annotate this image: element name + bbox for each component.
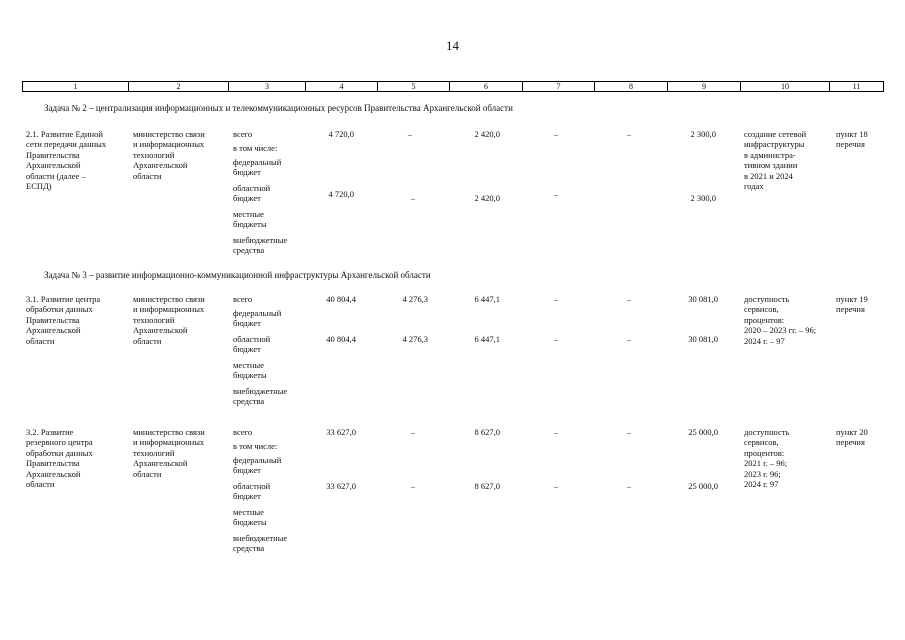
- value-c5-regional: –: [410, 193, 416, 203]
- value-c5-regional: 4 276,3: [402, 334, 428, 344]
- column-header: 1: [23, 82, 129, 92]
- source-regional: областной бюджет: [233, 334, 271, 355]
- row-3-2-executor: министерство связи и информационных технологий Архангельской области: [133, 427, 205, 479]
- row-3-2-ref: пункт 20 перечня: [836, 427, 868, 448]
- source-total: всего: [233, 129, 253, 139]
- value-c5-total: –: [410, 427, 416, 437]
- row-3-1-executor: министерство связи и информационных технологий Архангельской области: [133, 294, 205, 346]
- value-c8-total: –: [626, 294, 632, 304]
- value-c6-total: 8 627,0: [474, 427, 500, 437]
- column-header: 10: [741, 82, 830, 92]
- value-c4-total: 4 720,0: [328, 129, 354, 139]
- value-c5-regional: –: [410, 481, 416, 491]
- value-c4-total: 33 627,0: [326, 427, 356, 437]
- value-c9-total: 30 081,0: [688, 294, 718, 304]
- column-header: 8: [595, 82, 668, 92]
- value-c7-total: –: [553, 129, 559, 139]
- source-regional: областной бюджет: [233, 183, 271, 204]
- source-regional: областной бюджет: [233, 481, 271, 502]
- source-incl: в том числе:: [233, 143, 278, 153]
- source-extrabudget: внебюджетные средства: [233, 533, 288, 554]
- column-header: 7: [523, 82, 595, 92]
- task-3-title: Задача № 3 – развитие информационно-коммуникационной инфраструктуры Архангельской области: [44, 270, 431, 280]
- column-header: 4: [306, 82, 378, 92]
- value-c8-total: –: [626, 129, 632, 139]
- value-c6-regional: 2 420,0: [474, 193, 500, 203]
- source-extrabudget: внебюджетные средства: [233, 235, 288, 256]
- column-header: 2: [129, 82, 229, 92]
- page-number: 14: [446, 38, 459, 53]
- value-c6-regional: 8 627,0: [474, 481, 500, 491]
- source-federal: федеральный бюджет: [233, 455, 282, 476]
- column-header: 11: [830, 82, 884, 92]
- value-c5-total: –: [407, 129, 413, 139]
- source-total: всего: [233, 427, 253, 437]
- row-2-1-name: 2.1. Развитие Единой сети передачи данных Правительства Архангельской области (далее – ЕСПД): [26, 129, 107, 192]
- value-c8-regional: –: [626, 334, 632, 344]
- source-local: местные бюджеты: [233, 209, 267, 230]
- source-federal: федеральный бюджет: [233, 157, 282, 178]
- row-3-2-result: доступность сервисов, процентов: 2021 г. – 96; 2023 г. 96; 2024 г. 97: [744, 427, 790, 490]
- column-header-row: [22, 81, 884, 92]
- value-c9-regional: 30 081,0: [688, 334, 718, 344]
- row-3-1-result: доступность сервисов, процентов: 2020 – 2023 гг. – 96; 2024 г. – 97: [744, 294, 817, 346]
- value-c9-total: 2 300,0: [690, 129, 716, 139]
- value-c8-regional: –: [626, 481, 632, 491]
- value-c4-total: 40 804,4: [326, 294, 356, 304]
- column-header: 6: [450, 82, 523, 92]
- value-c7-regional: –: [553, 481, 559, 491]
- value-c6-total: 2 420,0: [474, 129, 500, 139]
- value-c9-regional: 25 000,0: [688, 481, 718, 491]
- value-c8-total: –: [626, 427, 632, 437]
- value-c4-regional: 33 627,0: [326, 481, 356, 491]
- value-c6-total: 6 447,1: [474, 294, 500, 304]
- row-2-1-result: создание сетевой инфраструктуры в администра- тивном здании в 2021 и 2024 годах: [744, 129, 807, 192]
- source-local: местные бюджеты: [233, 507, 267, 528]
- value-c9-regional: 2 300,0: [690, 193, 716, 203]
- task-2-title: Задача № 2 – централизация информационных и телекоммуникационных ресурсов Правительства Архангельской области: [44, 103, 513, 113]
- value-c4-regional: 4 720,0: [328, 189, 354, 199]
- value-c9-total: 25 000,0: [688, 427, 718, 437]
- row-3-2-name: 3.2. Развитие резервного центра обработки данных Правительства Архангельской области: [26, 427, 93, 490]
- row-3-1-name: 3.1. Развитие центра обработки данных Правительства Архангельской области: [26, 294, 101, 346]
- source-incl: в том числе:: [233, 441, 278, 451]
- value-c5-total: 4 276,3: [402, 294, 428, 304]
- value-c7-regional: –: [553, 334, 559, 344]
- column-header: 5: [378, 82, 450, 92]
- source-local: местные бюджеты: [233, 360, 267, 381]
- value-c7-regional: –: [553, 189, 559, 199]
- value-c6-regional: 6 447,1: [474, 334, 500, 344]
- column-header: 3: [229, 82, 306, 92]
- source-extrabudget: внебюджетные средства: [233, 386, 288, 407]
- row-3-1-ref: пункт 19 перечня: [836, 294, 868, 315]
- row-2-1-ref: пункт 18 перечня: [836, 129, 868, 150]
- column-header: 9: [668, 82, 741, 92]
- value-c7-total: –: [553, 294, 559, 304]
- source-federal: федеральный бюджет: [233, 308, 282, 329]
- value-c7-total: –: [553, 427, 559, 437]
- source-total: всего: [233, 294, 253, 304]
- value-c4-regional: 40 804,4: [326, 334, 356, 344]
- row-2-1-executor: министерство связи и информационных технологий Архангельской области: [133, 129, 205, 181]
